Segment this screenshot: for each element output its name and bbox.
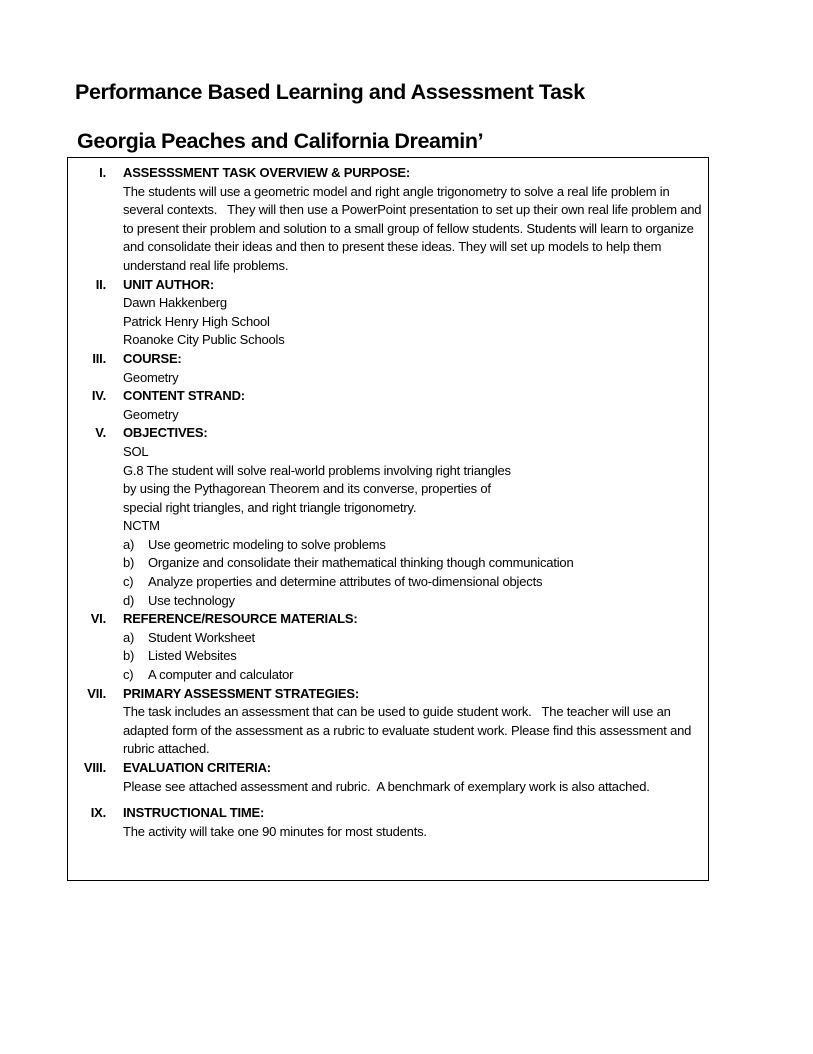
section-numeral: II. (95, 276, 106, 292)
item-letter: c) (123, 667, 134, 683)
author-name: Dawn Hakkenberg (123, 295, 227, 311)
section-numeral: V. (95, 425, 106, 441)
section-resource-materials (68, 610, 702, 684)
objectives-nctm-label: NCTM (123, 518, 160, 534)
section-heading: OBJECTIVES: (123, 425, 208, 441)
section-heading: PRIMARY ASSESSMENT STRATEGIES: (123, 685, 359, 701)
item-text: A computer and calculator (148, 667, 294, 683)
item-text: Use geometric modeling to solve problems (148, 536, 386, 552)
section-heading: UNIT AUTHOR: (123, 276, 214, 292)
lettered-item (123, 629, 702, 648)
section-numeral: VIII. (83, 760, 106, 775)
section-unit-author (68, 276, 702, 350)
section-heading: REFERENCE/RESOURCE MATERIALS: (123, 611, 358, 627)
lettered-item (123, 647, 702, 666)
strand-name: Geometry (123, 406, 179, 422)
section-assessment-overview (68, 164, 705, 276)
objectives-sol-line: G.8 The student will solve real-world problems involving right triangles (123, 462, 511, 478)
section-paragraph: The task includes an assessment that can be used to guide student work. The teacher will use an adapted form of the assessment as a rubric to evaluate student work. Please find this assessment and rubric attached. (123, 704, 695, 757)
author-school: Patrick Henry High School (123, 313, 270, 329)
item-letter: d) (123, 592, 135, 608)
objectives-sol-line: special right triangles, and right triangle trigonometry. (123, 499, 417, 515)
item-text: Student Worksheet (148, 629, 255, 645)
objectives-sol-label: SOL (123, 443, 149, 459)
section-numeral: III. (92, 350, 106, 366)
section-heading: COURSE: (123, 350, 182, 366)
section-content-strand (68, 387, 702, 424)
item-letter: a) (123, 629, 135, 645)
section-heading: CONTENT STRAND: (123, 388, 245, 404)
section-objectives (68, 424, 702, 610)
lettered-item (123, 666, 702, 685)
item-letter: a) (123, 536, 135, 552)
page-subtitle: Georgia Peaches and California Dreamin’ (77, 129, 484, 153)
section-course (68, 350, 702, 387)
section-paragraph: The students will use a geometric model and right angle trigonometry to solve a real life problem in several contexts. They will then use a PowerPoint presentation to set up their own real life problem and to present their problem and solution to a small group of fellow students. Students will learn to organize and consolidate their ideas and then to present these ideas. They will set up models to help them understand real life problems. (123, 183, 705, 273)
section-evaluation-criteria (68, 759, 702, 796)
section-numeral: IV. (91, 388, 106, 404)
section-paragraph: The activity will take one 90 minutes for most students. (123, 823, 427, 839)
lettered-item (123, 554, 702, 573)
section-paragraph: Please see attached assessment and rubric. A benchmark of exemplary work is also attached. (123, 778, 650, 794)
item-text: Use technology (148, 592, 235, 608)
item-text: Organize and consolidate their mathematical thinking though communication (148, 555, 574, 571)
page-title: Performance Based Learning and Assessment Task (75, 80, 585, 104)
item-text: Listed Websites (148, 648, 237, 664)
section-assessment-strategies (68, 685, 702, 759)
section-numeral: VII. (87, 685, 106, 701)
item-letter: b) (123, 648, 135, 664)
course-name: Geometry (123, 369, 179, 385)
lettered-item (123, 592, 702, 611)
item-letter: c) (123, 574, 134, 590)
objectives-sol-line: by using the Pythagorean Theorem and its converse, properties of (123, 481, 491, 497)
lettered-item (123, 536, 702, 555)
section-numeral: I. (99, 165, 106, 180)
item-letter: b) (123, 555, 135, 571)
section-heading: INSTRUCTIONAL TIME: (123, 805, 265, 821)
lettered-item (123, 573, 702, 592)
item-text: Analyze properties and determine attributes of two-dimensional objects (148, 574, 543, 590)
task-overview-box (67, 157, 709, 881)
section-numeral: VI. (90, 611, 106, 627)
section-numeral: IX. (90, 805, 106, 821)
author-district: Roanoke City Public Schools (123, 332, 285, 348)
section-heading: EVALUATION CRITERIA: (123, 760, 271, 775)
section-heading: ASSESSSMENT TASK OVERVIEW & PURPOSE: (123, 165, 411, 180)
section-instructional-time (68, 804, 702, 841)
